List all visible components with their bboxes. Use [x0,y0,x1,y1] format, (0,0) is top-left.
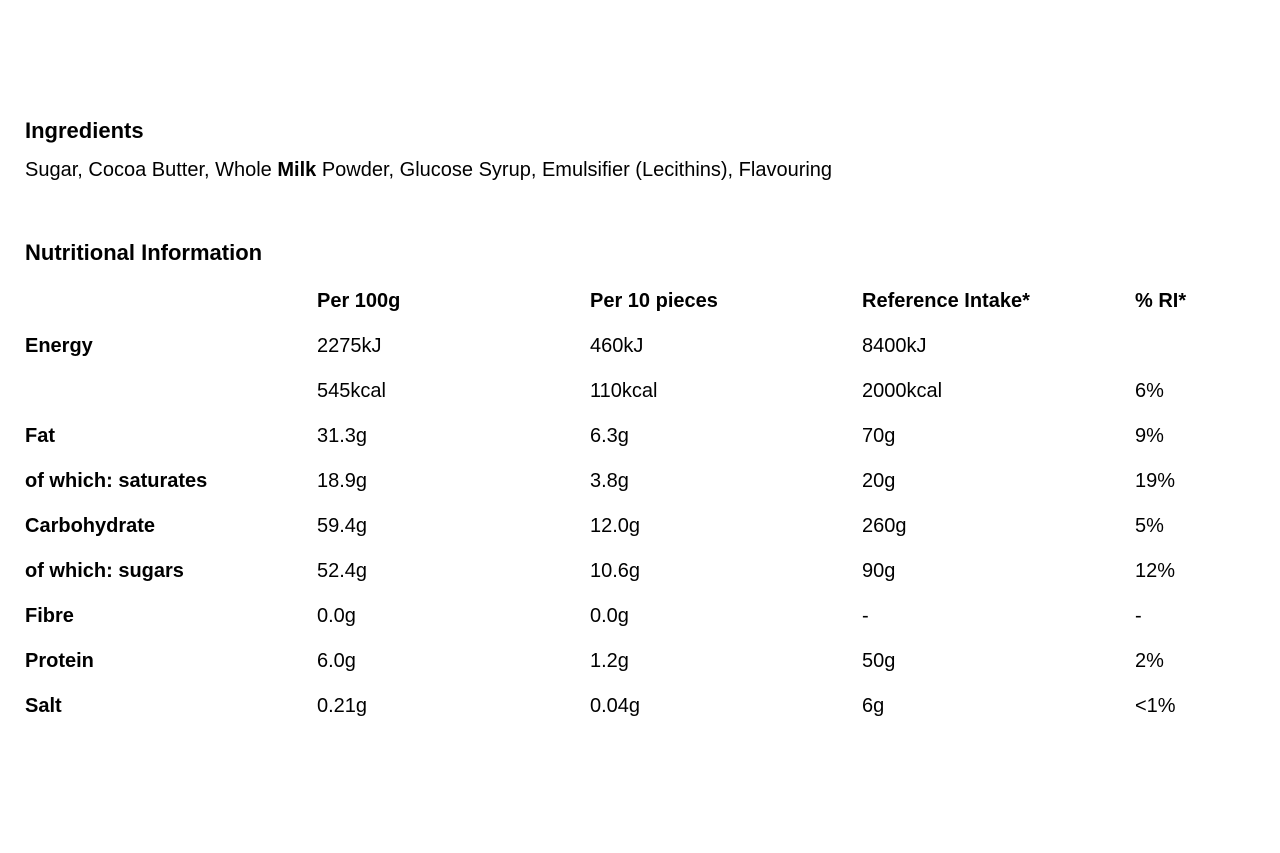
nutrient-label: Protein [25,650,94,672]
per-100g-value: 545kcal [317,380,386,402]
reference-intake-value: 2000kcal [862,380,943,402]
per-100g-value: 0.0g [317,605,356,627]
table-row [25,324,1255,369]
percent-ri-value: 12% [1135,560,1176,582]
per-10-pieces-value: 3.8g [590,470,629,492]
header-cell-per-10-pieces: Per 10 pieces [590,290,718,312]
reference-intake-value: 8400kJ [862,335,927,357]
nutrient-label [25,369,317,414]
percent-ri-value [1135,324,1255,369]
header-cell-nutrient [25,279,317,324]
table-row [25,369,1255,414]
percent-ri-value: 9% [1135,425,1164,447]
nutrition-header-row [25,279,1255,324]
reference-intake-value: 50g [862,650,896,672]
table-row [25,504,1255,549]
header-cell-reference-intake: Reference Intake* [862,290,1030,312]
per-10-pieces-value: 6.3g [590,425,629,447]
table-row [25,639,1255,684]
table-row [25,459,1255,504]
per-100g-value: 2275kJ [317,335,382,357]
percent-ri-value: 6% [1135,380,1164,402]
nutrition-table [25,279,1255,729]
reference-intake-value: 20g [862,470,896,492]
percent-ri-value: 2% [1135,650,1164,672]
ingredients-text-part-1: Sugar, Cocoa Butter, Whole [25,159,278,181]
nutrient-label: Carbohydrate [25,515,156,537]
percent-ri-value: - [1135,605,1142,627]
nutrition-heading: Nutritional Information [25,240,263,265]
per-100g-value: 18.9g [317,470,368,492]
per-100g-value: 31.3g [317,425,368,447]
per-10-pieces-value: 460kJ [590,335,644,357]
percent-ri-value: <1% [1135,695,1176,717]
nutrient-label: Fat [25,425,55,447]
per-100g-value: 0.21g [317,695,368,717]
table-row [25,549,1255,594]
table-row [25,414,1255,459]
nutrient-label: Fibre [25,605,74,627]
reference-intake-value: 260g [862,515,907,537]
ingredients-allergen-milk: Milk [277,159,317,181]
per-100g-value: 59.4g [317,515,368,537]
reference-intake-value: 90g [862,560,896,582]
nutrient-label: Energy [25,335,93,357]
percent-ri-value: 19% [1135,470,1176,492]
percent-ri-value: 5% [1135,515,1164,537]
per-10-pieces-value: 110kcal [590,380,658,402]
header-cell-per-100g: Per 100g [317,290,401,312]
ingredients-text-part-2: Powder, Glucose Syrup, Emulsifier (Lecithins), Flavouring [316,159,833,181]
table-row [25,684,1255,729]
per-10-pieces-value: 0.04g [590,695,641,717]
nutrient-label: Salt [25,695,62,717]
per-100g-value: 6.0g [317,650,356,672]
nutrient-label: of which: saturates [25,470,208,492]
reference-intake-value: - [862,605,869,627]
header-cell-percent-ri: % RI* [1135,290,1187,312]
ingredients-list [25,159,832,182]
reference-intake-value: 6g [862,695,885,717]
ingredients-heading: Ingredients [25,118,144,143]
per-10-pieces-value: 0.0g [590,605,629,627]
per-100g-value: 52.4g [317,560,368,582]
per-10-pieces-value: 1.2g [590,650,629,672]
per-10-pieces-value: 10.6g [590,560,641,582]
reference-intake-value: 70g [862,425,896,447]
per-10-pieces-value: 12.0g [590,515,641,537]
table-row [25,594,1255,639]
nutrient-label: of which: sugars [25,560,184,582]
